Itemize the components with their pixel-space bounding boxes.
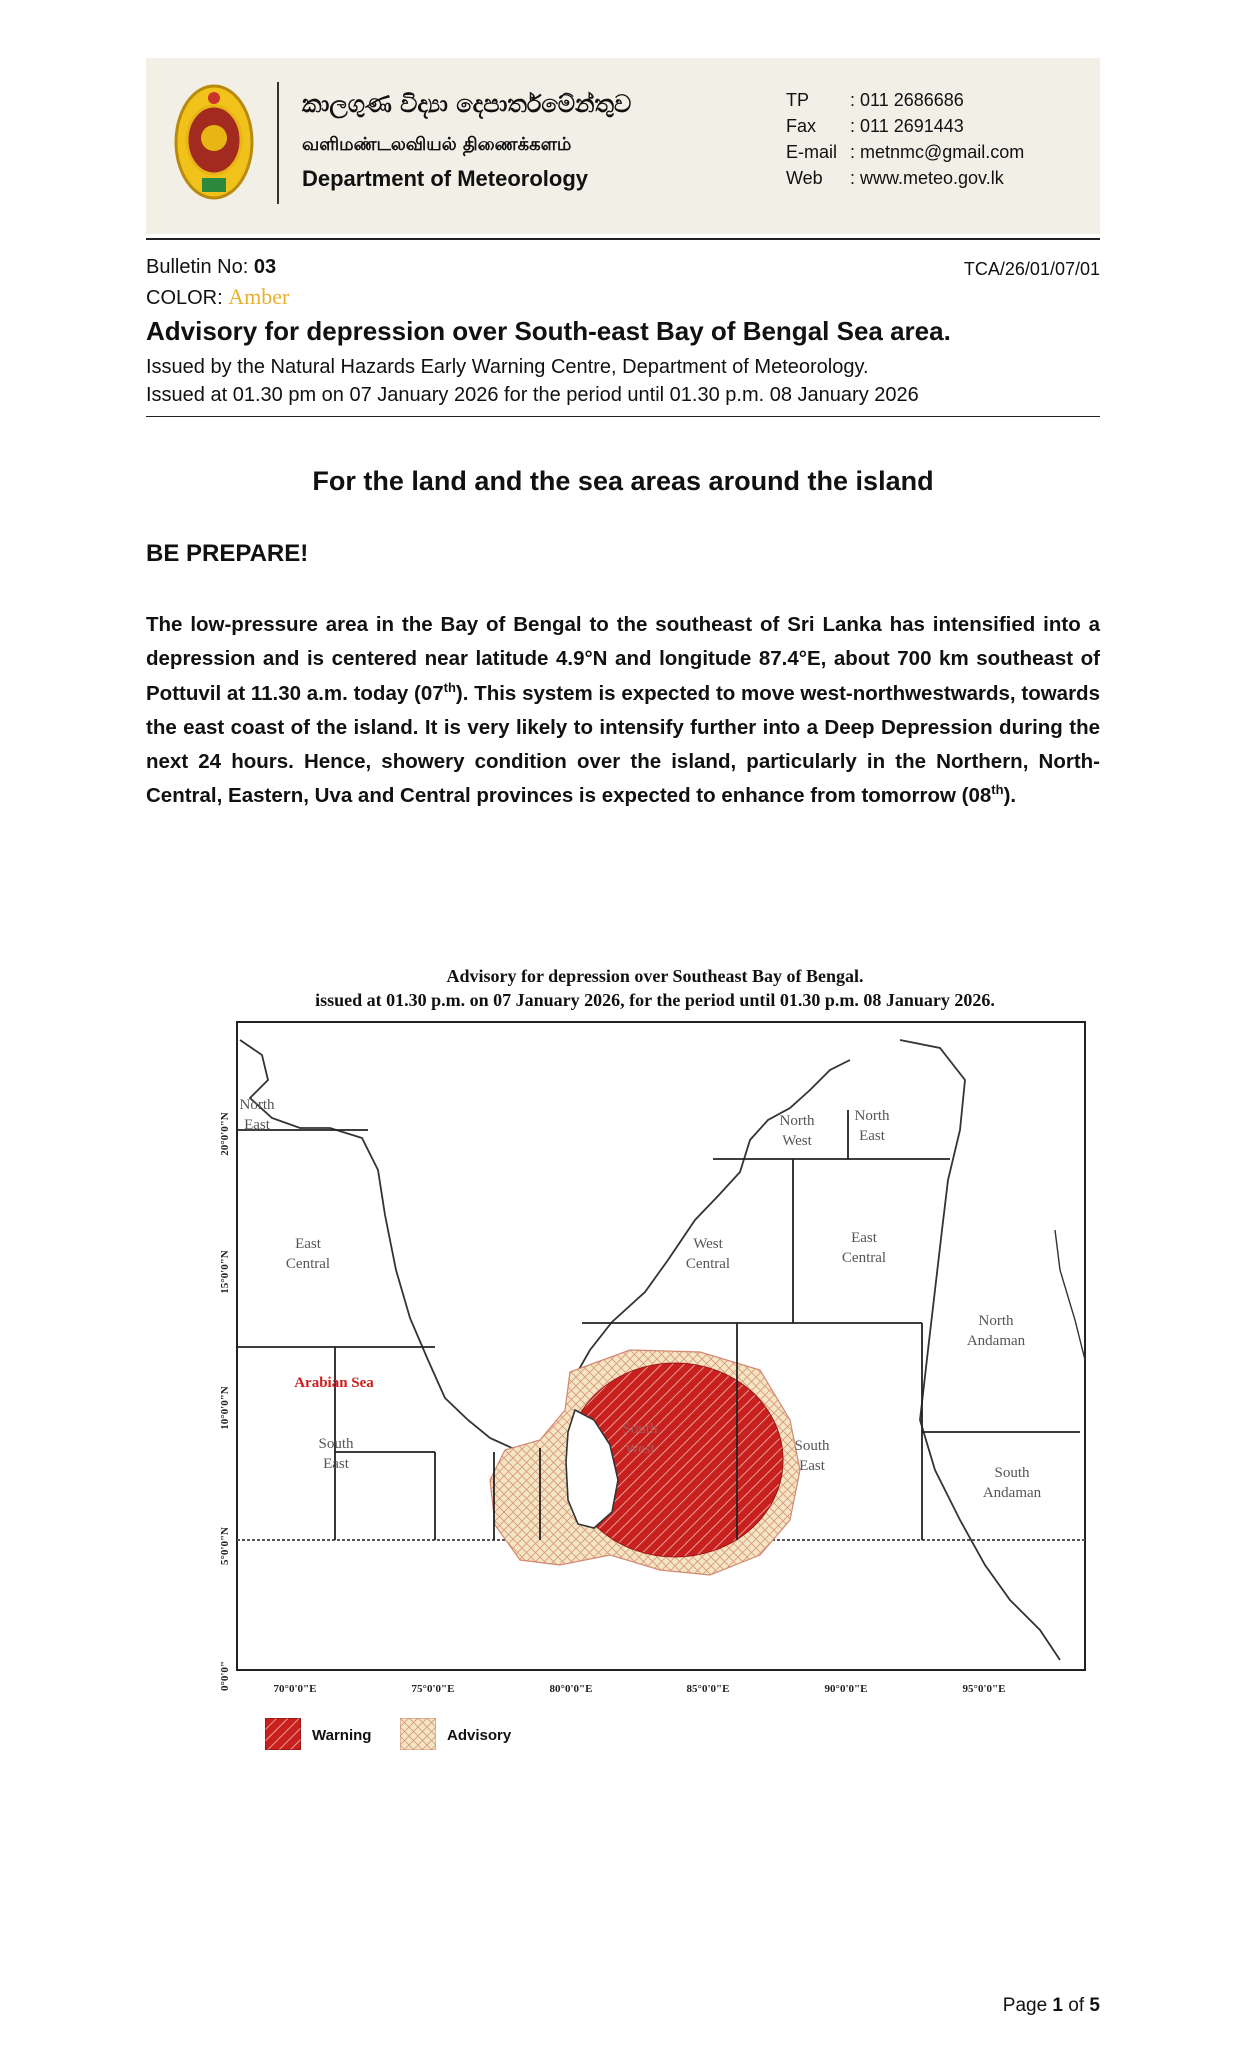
body-part-3: ). xyxy=(1003,784,1017,808)
page-total: 5 xyxy=(1089,1995,1100,2016)
advisory-body xyxy=(146,608,1100,814)
region-bay-north-east-label-1: North xyxy=(854,1108,890,1124)
region-bay-south-west-label-2: West xyxy=(625,1441,655,1457)
sri-lanka-emblem-icon xyxy=(172,82,256,202)
advisory-legend-swatch xyxy=(400,1718,436,1750)
bulletin-number-label: Bulletin No: xyxy=(146,256,249,278)
lat-label-10n: 10°0'0"N xyxy=(219,1386,231,1430)
be-prepare-heading: BE PREPARE! xyxy=(146,540,309,567)
contact-email xyxy=(786,142,1024,163)
contact-tp xyxy=(786,90,964,111)
contact-label: E-mail xyxy=(786,142,838,162)
contact-value[interactable]: : www.meteo.gov.lk xyxy=(850,168,1004,188)
letterhead-divider xyxy=(277,82,279,204)
lon-label-80e: 80°0'0"E xyxy=(549,1683,593,1695)
department-name-english: Department of Meteorology xyxy=(302,166,589,191)
region-arabian-east-central-label-1: East xyxy=(295,1236,321,1252)
body-part-1: The low-pressure area in the Bay of Bengal to the southeast of Sri Lanka has intensified into a depression and is centered near latitude 4.9°N and longitude 87.4°E, about 700 km southeast of Pottuvil at 11.30 a.m. today (07 xyxy=(146,613,1100,705)
region-south-andaman-label-2: Andaman xyxy=(982,1485,1042,1501)
contact-label: Fax xyxy=(786,116,817,136)
region-bay-west-central-label-2: Central xyxy=(685,1256,731,1272)
region-bay-south-east-label-2: East xyxy=(799,1458,825,1474)
lat-label-20n: 20°0'0"N xyxy=(219,1112,231,1156)
advisory-legend-label: Advisory xyxy=(447,1727,512,1744)
lon-label-95e: 95°0'0"E xyxy=(962,1683,1006,1695)
letterhead-rule xyxy=(146,238,1100,240)
region-arabian-east-central-label-2: Central xyxy=(285,1256,331,1272)
contact-web xyxy=(786,168,1004,189)
region-north-andaman-label-1: North xyxy=(978,1313,1014,1329)
region-bay-east-central-label-2: Central xyxy=(841,1250,887,1266)
region-bay-west-central-label-1: West xyxy=(693,1236,723,1252)
lat-label-5n: 5°0'0"N xyxy=(219,1526,231,1566)
advisory-title: Advisory for depression over South-east Bay of Bengal Sea area. xyxy=(146,316,951,346)
reference-code: TCA/26/01/07/01 xyxy=(963,259,1100,279)
lon-label-75e: 75°0'0"E xyxy=(411,1683,455,1695)
body-part-2: ). This system is expected to move west-northwestwards, towards the east coast of the island. It is very likely to intensify further into a Deep Depression during the next 24 hours. Hence, showery condition over the island, particularly in the Northern, North-Central, Eastern, Uva and Central provinces is expected to enhance from tomorrow (08 xyxy=(146,681,1100,808)
section-heading: For the land and the sea areas around the island xyxy=(312,466,934,496)
arabian-sea-label: Arabian Sea xyxy=(294,1375,374,1391)
page-label: Page xyxy=(1002,1995,1048,2016)
advisory-map xyxy=(210,1000,1090,1700)
lon-label-90e: 90°0'0"E xyxy=(824,1683,868,1695)
region-north-andaman-label-2: Andaman xyxy=(966,1333,1026,1349)
region-arabian-north-east-label-1: North xyxy=(239,1097,275,1113)
region-arabian-south-east-label-2: East xyxy=(323,1456,349,1472)
map-frame xyxy=(237,1022,1085,1670)
lat-label-0: 0°0'0" xyxy=(219,1660,231,1692)
color-value: Amber xyxy=(228,284,290,309)
region-south-andaman-label-1: South xyxy=(994,1465,1030,1481)
region-bay-north-west-label-1: North xyxy=(779,1113,815,1129)
region-bay-north-east-label-2: East xyxy=(859,1128,885,1144)
contact-value[interactable]: : metnmc@gmail.com xyxy=(850,142,1025,162)
color-code xyxy=(146,284,289,310)
region-bay-east-central-label-1: East xyxy=(851,1230,877,1246)
contact-value: : 011 2686686 xyxy=(850,90,964,110)
color-label: COLOR: xyxy=(146,287,223,309)
map-subtitle: issued at 01.30 p.m. on 07 January 2026, for the period until 01.30 p.m. 08 January 2026. xyxy=(315,990,995,1010)
bulletin-number-value: 03 xyxy=(253,256,277,278)
contact-fax xyxy=(786,116,964,137)
region-arabian-north-east-label-2: East xyxy=(244,1117,270,1133)
bulletin-number xyxy=(146,256,276,279)
page-number xyxy=(1003,1995,1100,2017)
lat-label-15n: 15°0'0"N xyxy=(219,1250,231,1294)
page-of: of xyxy=(1068,1995,1085,2016)
header-rule xyxy=(146,416,1100,417)
contact-label: TP xyxy=(786,90,810,110)
issued-at: Issued at 01.30 pm on 07 January 2026 for the period until 01.30 p.m. 08 January 2026 xyxy=(146,384,919,406)
department-name-sinhala: කාලගුණ විද්‍යා දෙපාර්තමේන්තුව xyxy=(302,90,632,118)
lon-label-85e: 85°0'0"E xyxy=(686,1683,730,1695)
contact-value: : 011 2691443 xyxy=(850,116,964,136)
contact-label: Web xyxy=(786,168,823,188)
body-sup-1: th xyxy=(443,679,456,695)
department-name-tamil: வளிமண்டலவியல் திணைக்களம் xyxy=(302,134,572,155)
lon-label-70e: 70°0'0"E xyxy=(273,1683,317,1695)
region-bay-south-west-label-1: South xyxy=(622,1421,658,1437)
region-bay-south-east-label-1: South xyxy=(794,1438,830,1454)
issued-by: Issued by the Natural Hazards Early Warning Centre, Department of Meteorology. xyxy=(146,356,869,378)
region-arabian-south-east-label-1: South xyxy=(318,1436,354,1452)
body-sup-2: th xyxy=(991,782,1004,798)
warning-legend-swatch xyxy=(265,1718,301,1750)
region-bay-north-west-label-2: West xyxy=(782,1133,812,1149)
map-title: Advisory for depression over Southeast Bay of Bengal. xyxy=(446,966,864,986)
warning-legend-label: Warning xyxy=(312,1727,372,1744)
page-current: 1 xyxy=(1052,1995,1063,2016)
